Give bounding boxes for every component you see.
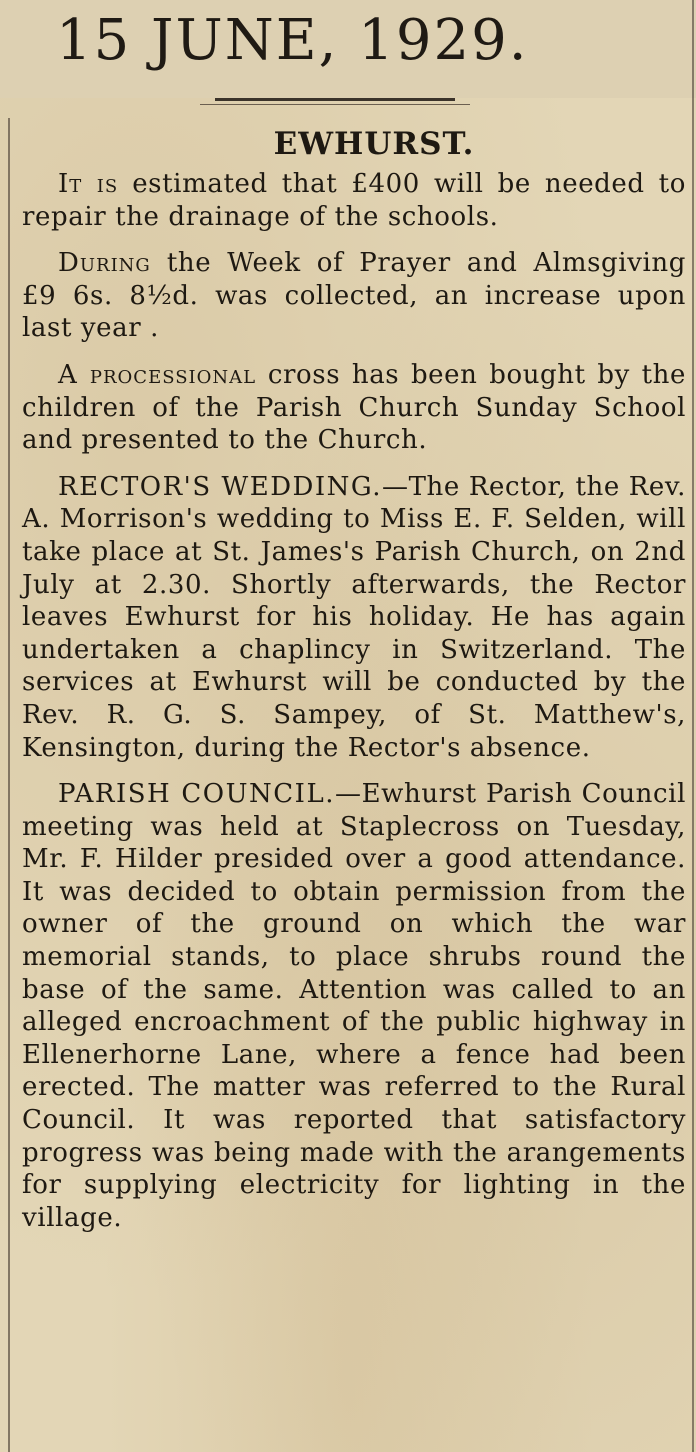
article-heading: EWHURST.: [273, 126, 475, 162]
paragraph-text: estimated that £400 will be needed to repair the drainage of the schools.: [22, 169, 686, 232]
date-header: [0, 0, 696, 98]
paragraph-text: —Ewhurst Parish Council meeting was held at Staplecross on Tuesday, Mr. F. Hilder presided over a good attendance. It was decided to obtain permission from the owner of the ground on which the war memorial stands, to place shrubs round the base of the same. Attention was called to an alleged encroachment of the public highway in Ellenerhorne Lane, where a fence had been erected. The matter was referred to the Rural Council. It was reported that satisfactory progress was being made with the arangements for supplying electricity for lighting in the village.: [22, 779, 687, 1233]
paragraph-drainage: [22, 168, 686, 233]
header-rule-thin: [200, 104, 470, 105]
paragraph-text: cross has been bought by the children of the Parish Church Sunday School and presented to the Church.: [22, 359, 686, 456]
paragraph-lead: A processional: [58, 359, 257, 390]
paragraph-lead: RECTOR'S WEDDING.: [58, 471, 383, 502]
paragraph-lead: It is: [58, 169, 119, 199]
paragraph-text: —The Rector, the Rev. A. Morrison's wedding to Miss E. F. Selden, will take place at St. James's Parish Church, on 2nd July at 2.30. Shortly afterwards, the Rector leaves Ewhurst for his holiday. He has again undertaken a chaplincy in Switzerland. The services at Ewhurst will be conducted by the Rev. R. G. S. Sampey, of St. Matthew's, Kensington, during the Rector's absence.: [22, 471, 686, 763]
paragraph-lead: PARISH COUNCIL.: [58, 779, 335, 810]
article-column: [22, 122, 686, 1248]
paragraph-week-of-prayer: [22, 247, 686, 345]
clipping-date: 15 JUNE, 1929.: [56, 8, 529, 73]
paragraph-rectors-wedding: [22, 471, 686, 764]
paragraph-lead: During: [58, 248, 151, 279]
paragraph-parish-council: [22, 778, 686, 1234]
paragraph-text: the Week of Prayer and Almsgiving £9 6s. 8½d. was collected, an increase upon last year .: [22, 248, 686, 344]
paragraph-processional-cross: [22, 359, 686, 457]
column-left-border: [8, 118, 10, 1452]
column-right-border: [692, 0, 694, 1452]
header-rule: [215, 98, 455, 101]
